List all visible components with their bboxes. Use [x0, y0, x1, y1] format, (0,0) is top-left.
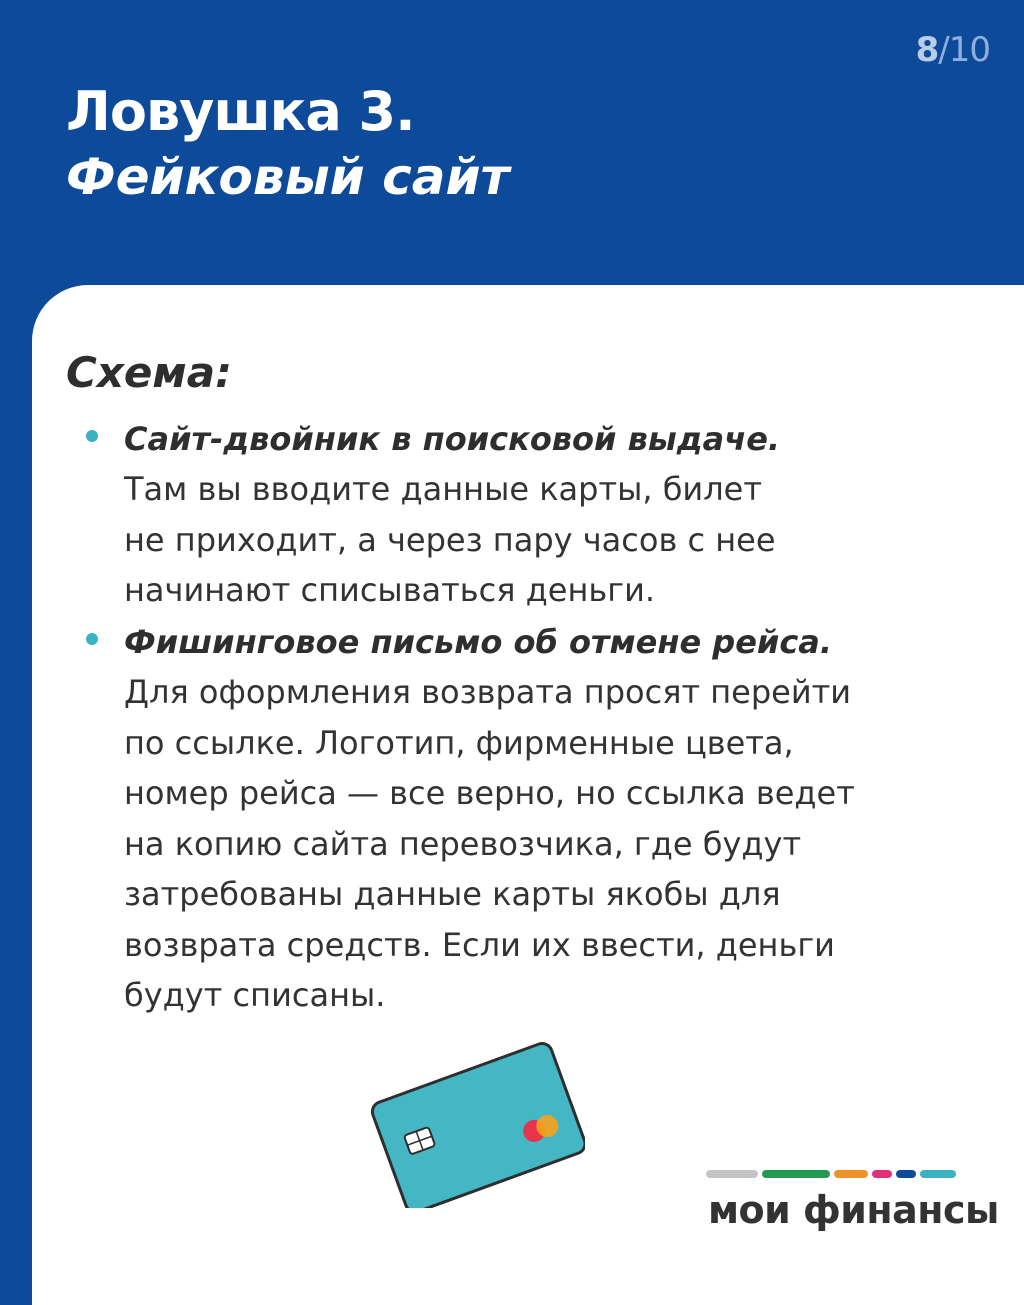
- logo-text: мои финансы: [708, 1188, 999, 1232]
- bullet-text-line: не приходит, а через пару часов с нее: [124, 520, 776, 559]
- page-total: /10: [938, 30, 990, 70]
- bullet-text-line: начинают списываться деньги.: [124, 571, 656, 609]
- logo-bar-segment: [834, 1170, 868, 1178]
- page-title: Ловушка 3.: [66, 80, 415, 143]
- page-subtitle: Фейковый сайт: [66, 148, 510, 206]
- bullet-dot-icon: [86, 430, 98, 442]
- list-item: [86, 414, 780, 616]
- bank-card-icon: [370, 1038, 585, 1208]
- logo-bar-segment: [706, 1170, 758, 1178]
- logo-bar-segment: [762, 1170, 830, 1178]
- bullet-text-line: номер рейса — все верно, но ссылка ведет: [124, 774, 855, 812]
- page-counter: [916, 30, 990, 70]
- bullet-text-line: на копию сайта перевозчика, где будут: [124, 824, 802, 863]
- bullet-text-line: затребованы данные карты якобы для: [124, 875, 781, 913]
- logo-bar-segment: [872, 1170, 892, 1178]
- logo-bar-segment: [896, 1170, 916, 1178]
- list-item: [86, 617, 855, 1021]
- logo-bar-segment: [920, 1170, 956, 1178]
- page-current: 8: [915, 30, 939, 70]
- bullet-title: Фишинговое письмо об отмене рейса.: [124, 623, 833, 661]
- bullet-text-line: Там вы вводите данные карты, билет: [124, 470, 762, 508]
- bullet-dot-icon: [86, 633, 98, 645]
- bullet-text-line: возврата средств. Если их ввести, деньги: [124, 925, 835, 964]
- scheme-heading: Схема:: [66, 348, 232, 397]
- bullet-text-line: по ссылке. Логотип, фирменные цвета,: [124, 723, 794, 762]
- bullet-text-line: Для оформления возврата просят перейти: [124, 673, 852, 711]
- bullet-title: Сайт-двойник в поисковой выдаче.: [124, 420, 781, 458]
- bullet-text-line: будут списаны.: [124, 976, 386, 1014]
